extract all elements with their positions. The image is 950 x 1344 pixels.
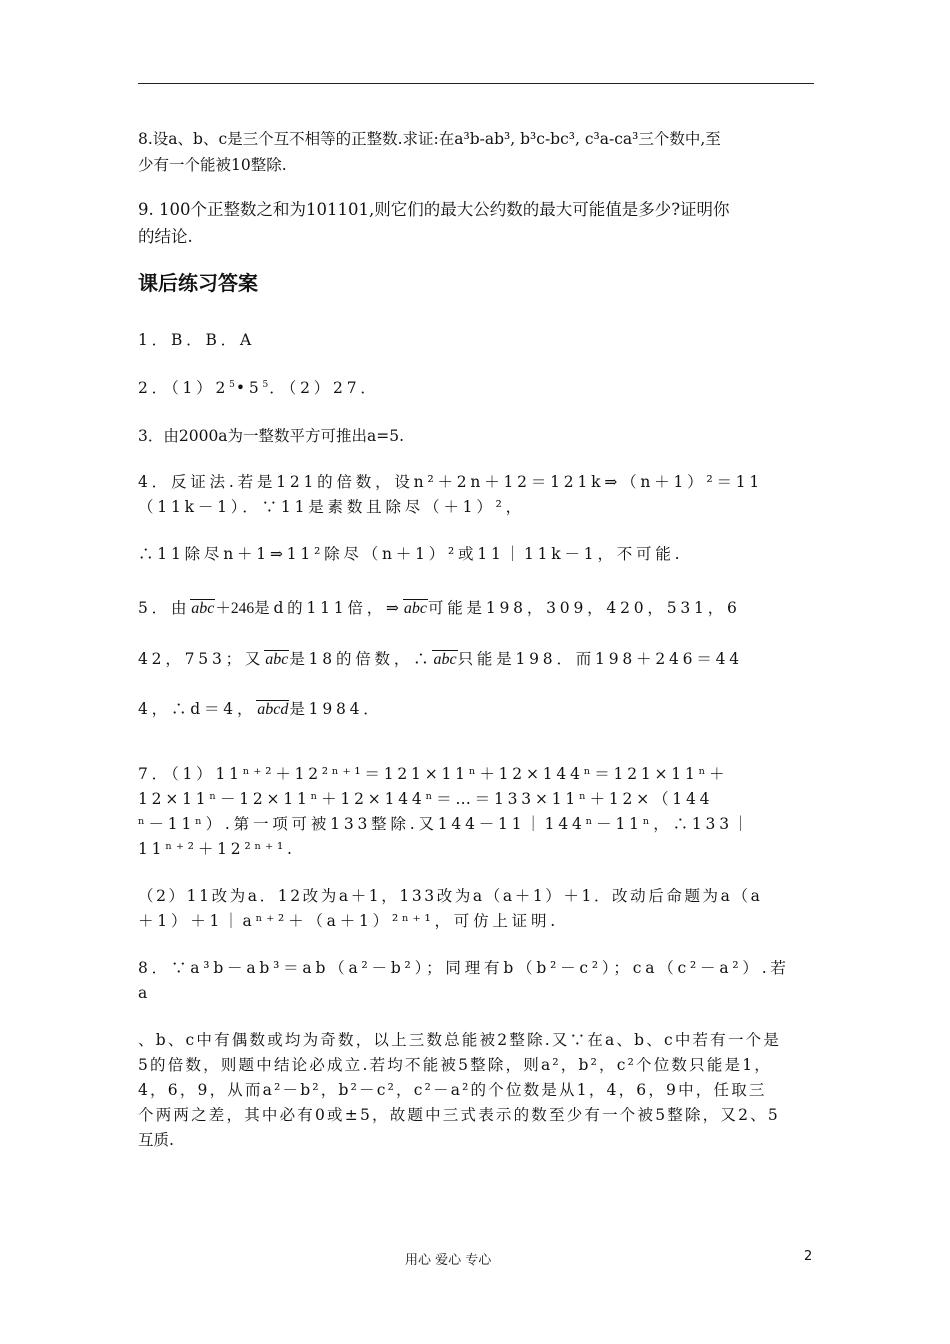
answer-5-text-2: 是d的111倍，⇒	[254, 599, 403, 617]
answer-3: 3．由2000a为一整数平方可推出a=5.	[138, 427, 405, 445]
answer-5-text-8: 是1984．	[289, 700, 383, 718]
answer-8-line-3: 、b、c中有偶数或均为奇数，以上三数总能被2整除.又∵在a、b、c中若有一个是	[138, 1031, 782, 1049]
answer-8-line-1: 8．∵a³b－ab³＝ab（a²－b²）；同理有b（b²－c²）；ca（c²－a²）.若	[138, 959, 790, 977]
answer-4-line-3: ∴11除尽n＋1⇒11²除尽（n＋1）²或11｜11k－1，不可能.	[138, 545, 684, 563]
problem-8-line-1: 8.设a、b、c是三个互不相等的正整数.求证:在a³b-ab³, b³c-bc³, c³a-ca³三个数中,至	[138, 130, 721, 148]
answer-2-part-3: ．（2）27．	[269, 379, 380, 397]
footer-text: 用心 爱心 专心	[405, 1253, 492, 1268]
answer-5-text-7: 4，∴d＝4，	[138, 700, 257, 718]
answer-7b-line-2: ＋1）＋1｜aⁿ⁺²＋（a＋1）²ⁿ⁺¹，可仿上证明.	[138, 912, 560, 930]
answer-8-line-4: 5的倍数，则题中结论必成立.若均不能被5整除，则a²，b²，c²个位数只能是1，	[138, 1056, 772, 1074]
answer-1: 1．B．B．A	[138, 331, 255, 349]
answer-5-line-2	[138, 647, 814, 672]
answer-7-line-2: 12×11ⁿ－12×11ⁿ＋12×144ⁿ＝…＝133×11ⁿ＋12×（144	[138, 790, 714, 808]
answer-2-exponent-2: 5	[262, 380, 270, 390]
answer-5-plus-246: ＋246	[215, 600, 255, 617]
page-number: 2	[804, 1249, 813, 1264]
header-rule	[138, 83, 814, 84]
answer-2-exponent-1: 5	[229, 380, 236, 390]
answer-5-text-6: 只能是198．而198＋246＝44	[457, 650, 743, 668]
answer-5-text-3: 可能是198，309，420，531，6	[427, 599, 741, 617]
answer-2-part-2: •5	[235, 379, 263, 397]
problem-9-line-1: 9. 100个正整数之和为101101,则它们的最大公约数的最大可能值是多少?证明你	[138, 200, 730, 219]
overline-abc: abc	[265, 651, 289, 668]
answer-5-text-5: 是18的倍数，∴	[289, 650, 433, 668]
overline-abc: abc	[403, 600, 427, 617]
section-title: 课后练习答案	[138, 271, 258, 295]
overline-abc: abc	[433, 651, 457, 668]
answer-8-line-6: 个两两之差，其中必有0或±5，故题中三式表示的数至少有一个被5整除，又2、5	[138, 1106, 780, 1124]
answer-5-text-1: 5．由	[138, 599, 191, 617]
answer-8-line-5: 4，6，9，从而a²－b²，b²－c²，c²－a²的个位数是从1，4，6，9中，任取三	[138, 1081, 767, 1099]
answer-4-line-2: （11k－1）．∵11是素数且除尽（＋1）²，	[138, 498, 525, 516]
answer-4-line-1: 4．反证法.若是121的倍数，设n²＋2n＋12＝121k⇒（n＋1）²＝11	[138, 473, 764, 491]
overline-abc: abc	[191, 600, 215, 617]
answer-7b-line-1: （2）11改为a．12改为a＋1，133改为a（a＋1）＋1．改动后命题为a（a	[138, 887, 763, 905]
answer-2-part-1: 2．（1）2	[138, 379, 230, 397]
problem-9-line-2: 的结论.	[138, 227, 193, 246]
answer-2	[138, 376, 814, 400]
answer-8-line-7: 互质.	[138, 1131, 174, 1149]
answer-5-text-4: 42，753；又	[138, 650, 265, 668]
answer-7-line-1: 7．（1）11ⁿ⁺²＋12²ⁿ⁺¹＝121×11ⁿ＋12×144ⁿ＝121×11ⁿ＋	[138, 765, 729, 783]
answer-5-line-3	[138, 697, 814, 722]
answer-5-line-1	[138, 596, 814, 621]
answer-8-line-2: a	[138, 984, 148, 1002]
answer-7-line-4: 11ⁿ⁺²＋12²ⁿ⁺¹.	[138, 840, 296, 858]
overline-abcd: abcd	[257, 701, 289, 718]
problem-8-line-2: 少有一个能被10整除.	[138, 156, 287, 174]
answer-7-line-3: ⁿ－11ⁿ）.第一项可被133整除.又144－11｜144ⁿ－11ⁿ，∴133｜	[138, 815, 753, 833]
